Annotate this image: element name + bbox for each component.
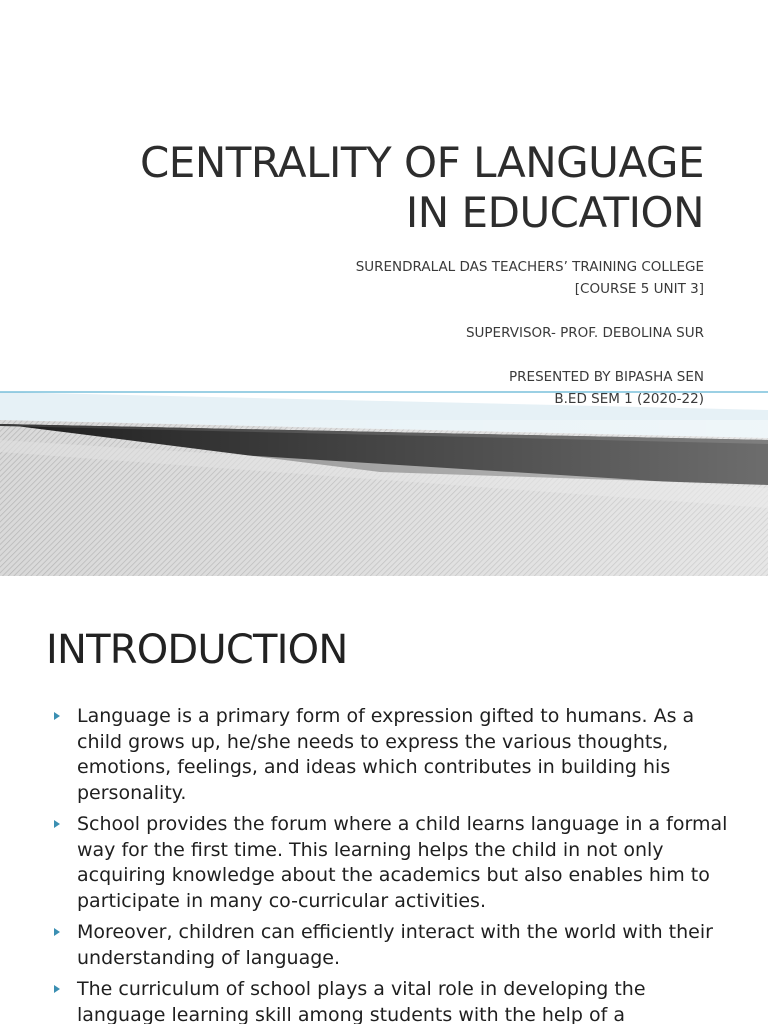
list-item <box>52 704 732 806</box>
bullet-text: Language is a primary form of expression gifted to humans. As a child grows up, he/she needs to express the various thoughts, emotions, feelings, and ideas which contributes in building his personality. <box>77 705 695 804</box>
triangle-bullet-icon <box>54 928 60 936</box>
triangle-bullet-icon <box>54 820 60 828</box>
introduction-slide <box>0 576 768 1024</box>
bullet-text: The curriculum of school plays a vital role in developing the language learning skill among students with the help of a <box>77 978 646 1024</box>
bullet-text: School provides the forum where a child learns language in a formal way for the first time. This learning helps the child in not only acquiring knowledge about the academics but also enables him to participate in many co-curricular activities. <box>77 813 728 912</box>
triangle-bullet-icon <box>54 712 60 720</box>
slide-title-line-1: CENTRALITY OF LANGUAGE <box>139 138 704 187</box>
decorative-band-graphic <box>0 380 768 576</box>
subtitle-spacer <box>104 344 704 366</box>
subtitle-spacer <box>104 300 704 322</box>
supervisor-name: SUPERVISOR- PROF. DEBOLINA SUR <box>465 325 704 341</box>
presenter-name: PRESENTED BY BIPASHA SEN <box>509 369 704 385</box>
course-unit: [COURSE 5 UNIT 3] <box>574 281 704 297</box>
list-item <box>52 812 732 914</box>
band-fade <box>0 420 768 576</box>
bullet-list <box>52 704 732 1024</box>
college-name: SURENDRALAL DAS TEACHERS’ TRAINING COLLEGE <box>355 259 704 275</box>
triangle-bullet-icon <box>54 985 60 993</box>
list-item <box>52 977 732 1024</box>
semester-info: B.ED SEM 1 (2020-22) <box>554 391 704 407</box>
list-item <box>52 920 732 971</box>
bullet-text: Moreover, children can efficiently interact with the world with their understanding of language. <box>77 921 713 969</box>
slide-title <box>24 138 704 238</box>
slide-title-line-2: IN EDUCATION <box>405 188 704 237</box>
introduction-heading: INTRODUCTION <box>46 627 348 673</box>
